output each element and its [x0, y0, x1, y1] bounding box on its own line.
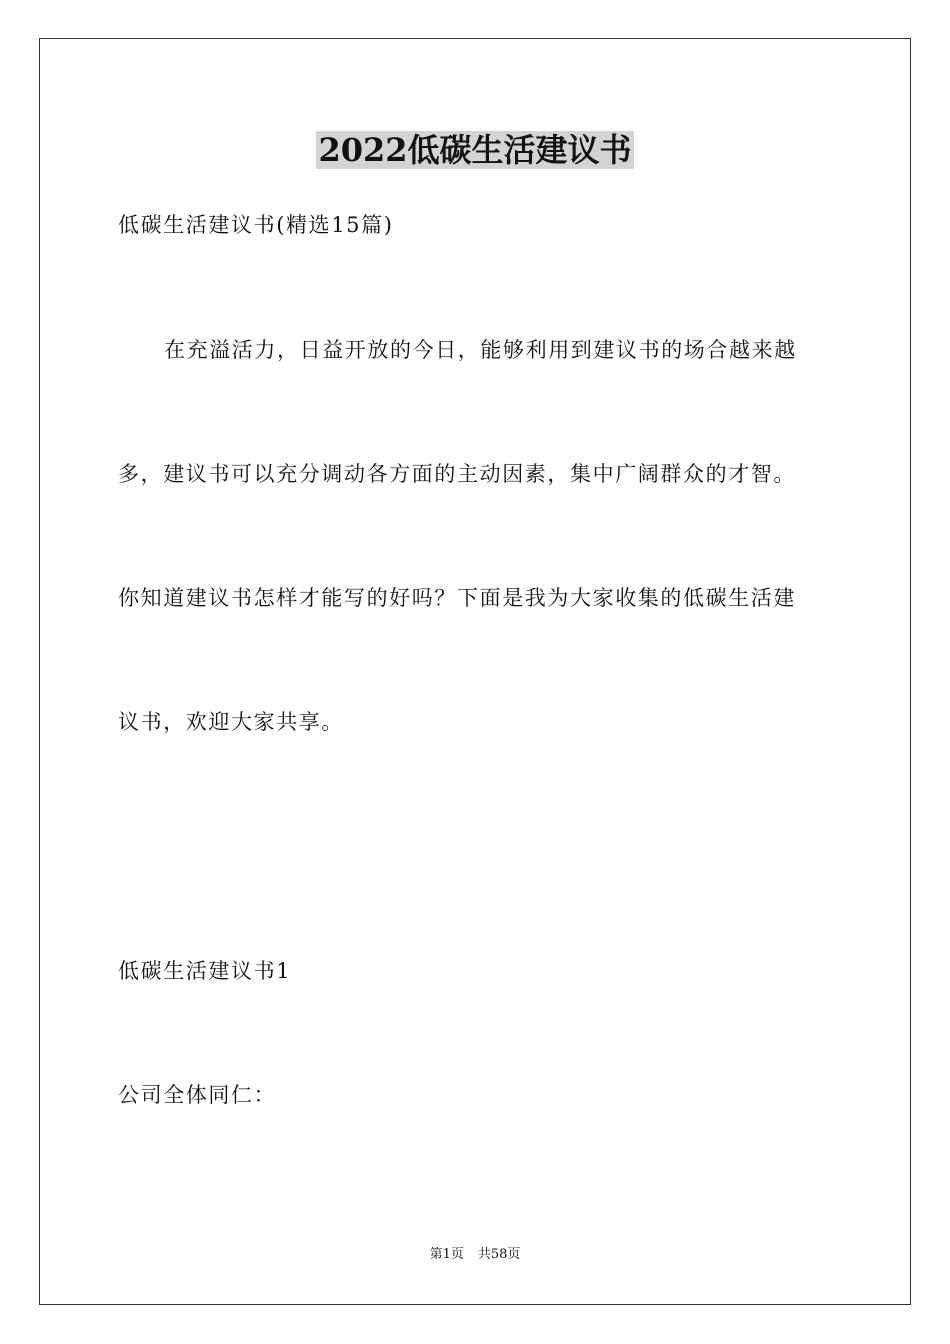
intro-line-1: 在充溢活力，日益开放的今日，能够利用到建议书的场合越来越 [164, 338, 797, 362]
document-title [0, 128, 950, 172]
intro-line-4: 议书，欢迎大家共享。 [118, 710, 344, 734]
intro-line-3: 你知道建议书怎样才能写的好吗？下面是我为大家收集的低碳生活建 [118, 586, 796, 610]
page-footer [0, 1246, 950, 1264]
salutation: 公司全体同仁： [118, 1083, 277, 1107]
document-subtitle: 低碳生活建议书(精选15篇) [118, 213, 394, 237]
section-heading: 低碳生活建议书1 [118, 959, 292, 983]
document-title-text: 2022低碳生活建议书 [318, 131, 632, 169]
intro-line-2: 多，建议书可以充分调动各方面的主动因素，集中广阔群众的才智。 [118, 462, 796, 486]
page-number-total: 共58页 [477, 1247, 521, 1262]
page-number-current: 第1页 [429, 1247, 464, 1262]
